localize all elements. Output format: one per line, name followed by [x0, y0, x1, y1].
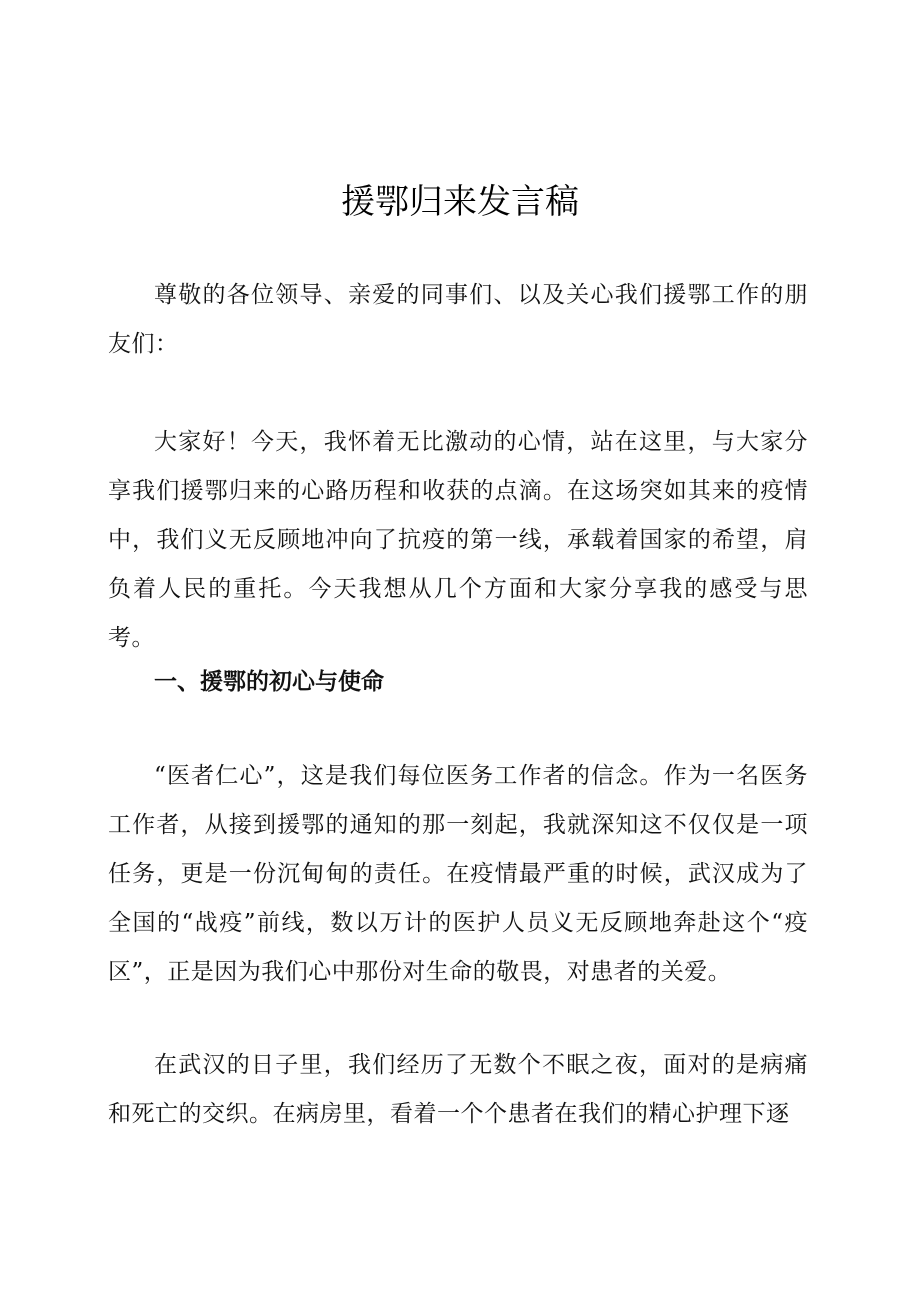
section1-paragraph-1: “医者仁心”，这是我们每位医务工作者的信念。作为一名医务工作者，从接到援鄂的通知的那一刻起，我就深知这不仅仅是一项任务，更是一份沉甸甸的责任。在疫情最严重的时候，武汉成为了全国的“战疫”前线，数以万计的医护人员义无反顾地奔赴这个“疫区”，正是因为我们心中那份对生命的敬畏，对患者的关爱。 — [108, 763, 808, 985]
document-title: 援鄂归来发言稿 — [341, 182, 579, 222]
section-heading-1: 一、援鄂的初心与使命 — [154, 669, 384, 695]
greeting-paragraph: 尊敬的各位领导、亲爱的同事们、以及关心我们援鄂工作的朋友们： — [108, 282, 808, 357]
section1-paragraph-2: 在武汉的日子里，我们经历了无数个不眠之夜，面对的是病痛和死亡的交织。在病房里，看着一个个患者在我们的精心护理下逐 — [108, 1052, 808, 1127]
intro-paragraph: 大家好！今天，我怀着无比激动的心情，站在这里，与大家分享我们援鄂归来的心路历程和收获的点滴。在这场突如其来的疫情中，我们义无反顾地冲向了抗疫的第一线，承载着国家的希望，肩负着人民的重托。今天我想从几个方面和大家分享我的感受与思考。 — [108, 429, 808, 651]
